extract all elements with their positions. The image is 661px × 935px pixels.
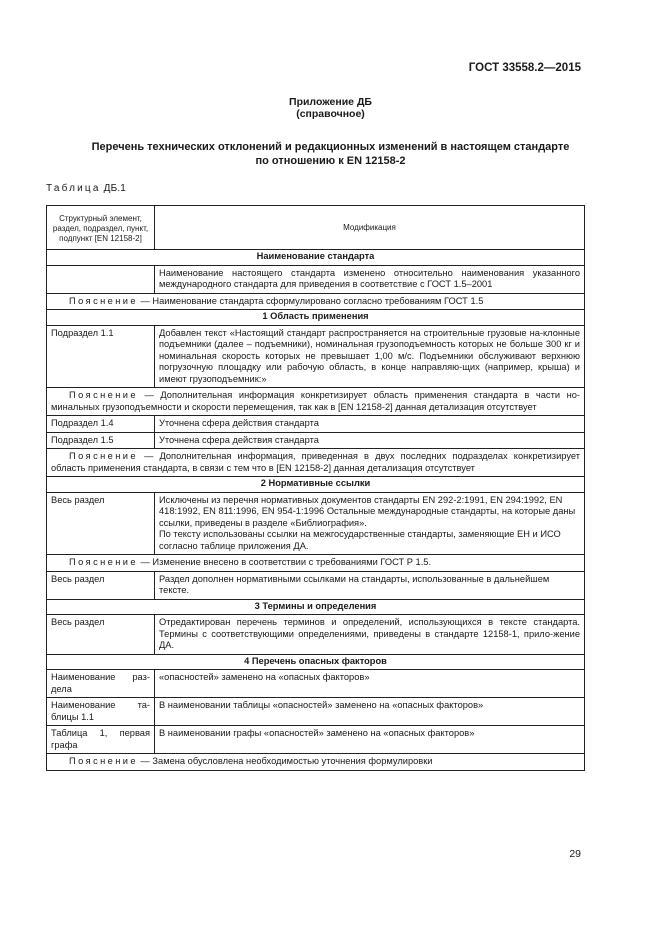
table-caption-word: Таблица — [46, 183, 101, 194]
header-modification: Модификация — [155, 206, 585, 250]
note-row — [47, 555, 585, 572]
note-row — [47, 293, 585, 310]
modification-cell: В наименовании графы «опасностей» заменено на «опасных факторов» — [155, 726, 585, 754]
page-number: 29 — [569, 848, 581, 860]
note-text: — Дополнительная информация конкретизирует область применения стандарта в части но-минальных грузоподъемности и скорости перемещения, так как в [EN 12158-2] данная детализация отсутствует — [51, 390, 580, 412]
element-cell: Подраздел 1.4 — [47, 416, 155, 433]
table-caption — [46, 183, 126, 194]
document-title — [0, 140, 661, 168]
note-cell — [47, 754, 585, 771]
section-row — [47, 654, 585, 670]
note-label: Пояснение — [69, 451, 138, 461]
appendix-heading — [0, 96, 661, 120]
element-cell: Наименование раз-дела — [47, 670, 155, 698]
element-cell: Подраздел 1.1 — [47, 325, 155, 388]
element-cell: Таблица 1, первая графа — [47, 726, 155, 754]
deviations-table — [46, 205, 585, 771]
section-row — [47, 477, 585, 493]
note-label: Пояснение — [69, 756, 138, 766]
modification-cell: «опасностей» заменено на «опасных факторов» — [155, 670, 585, 698]
modification-cell: Уточнена сфера действия стандарта — [155, 432, 585, 449]
note-row — [47, 754, 585, 771]
modification-text: По тексту использованы ссылки на межгосударственные стандарты, заменяющие ЕН и ИСО согласно таблице приложения ДА. — [159, 529, 561, 551]
modification-cell: Добавлен текст «Настоящий стандарт распространяется на строительные грузовые на-клонные подъемники (далее – подъемники), номинальная грузоподъемность которых не больше 300 кг и номинальная скорость которых не превышает 1,00 м/с. Подъемники обслуживают верхнюю погрузочную площадку или рабочую область, в конце направляю-щих (например, крыша) и имеют грузоподъемник:» — [155, 325, 585, 388]
section-row — [47, 250, 585, 266]
table-header-row — [47, 206, 585, 250]
section-heading: Наименование стандарта — [47, 250, 585, 266]
modification-cell — [155, 492, 585, 555]
element-cell: Весь раздел — [47, 492, 155, 555]
table-row — [47, 670, 585, 698]
section-heading: 1 Область применения — [47, 310, 585, 326]
note-label: Пояснение — [69, 390, 138, 400]
document-title-line1: Перечень технических отклонений и редакционных изменений в настоящем стандарте — [91, 141, 570, 153]
modification-cell: Уточнена сфера действия стандарта — [155, 416, 585, 433]
section-heading: 4 Перечень опасных факторов — [47, 654, 585, 670]
note-text: — Наименование стандарта сформулировано согласно требованиям ГОСТ 1.5 — [140, 295, 484, 306]
document-title-line2: по отношению к EN 12158-2 — [255, 155, 406, 167]
modification-cell: Раздел дополнен нормативными ссылками на стандарты, использованные в дальнейшем тексте. — [155, 571, 585, 599]
appendix-subtitle: (справочное) — [296, 108, 365, 120]
note-text: — Изменение внесено в соответствии с требованиями ГОСТ Р 1.5. — [140, 557, 432, 567]
section-row — [47, 599, 585, 615]
element-cell: Наименование та-блицы 1.1 — [47, 698, 155, 726]
note-label: Пояснение — [69, 295, 138, 306]
modification-cell: Отредактирован перечень терминов и определений, использующихся в тексте стандарта. Термины с соответствующими определениями, приведены в стандарте 12158-1, прило-жение ДА. — [155, 615, 585, 655]
table-row — [47, 265, 585, 293]
table-row — [47, 492, 585, 555]
note-row — [47, 449, 585, 477]
appendix-title: Приложение ДБ — [289, 96, 372, 108]
table-row — [47, 615, 585, 655]
note-text: — Замена обусловлена необходимостью уточнения формулировки — [140, 756, 433, 766]
element-cell: Весь раздел — [47, 571, 155, 599]
section-row — [47, 310, 585, 326]
table-row — [47, 432, 585, 449]
table-row — [47, 571, 585, 599]
table-row — [47, 698, 585, 726]
modification-text: Исключены из перечня нормативных документов стандарты EN 292-2:1991, EN 294:1992, EN 418:1992, EN 811:1996, EN 954-1:1996 Остальные международные стандарты, на которые даны ссылки, приведены в разделе «Библиография». — [159, 494, 576, 528]
modification-cell: В наименовании таблицы «опасностей» заменено на «опасных факторов» — [155, 698, 585, 726]
table-row — [47, 416, 585, 433]
note-cell — [47, 293, 585, 310]
note-cell — [47, 449, 585, 477]
table-caption-number: ДБ.1 — [103, 183, 127, 194]
table-row — [47, 325, 585, 388]
table-row — [47, 726, 585, 754]
note-label: Пояснение — [69, 557, 138, 567]
element-cell: Подраздел 1.5 — [47, 432, 155, 449]
header-element: Структурный элемент, раздел, подраздел, пункт, подпункт [EN 12158-2] — [47, 206, 155, 250]
standard-code: ГОСТ 33558.2—2015 — [468, 62, 581, 74]
note-cell — [47, 555, 585, 572]
section-heading: 2 Нормативные ссылки — [47, 477, 585, 493]
note-row — [47, 388, 585, 416]
note-text: — Дополнительная информация, приведенная в двух последних подразделах конкретизирует область применения стандарта, в связи с тем что в [EN 12158-2] данная детализация отсутствует — [51, 451, 580, 473]
element-cell: Весь раздел — [47, 615, 155, 655]
section-heading: 3 Термины и определения — [47, 599, 585, 615]
element-cell — [47, 265, 155, 293]
note-cell — [47, 388, 585, 416]
modification-cell: Наименование настоящего стандарта изменено относительно наименования указанного международного стандарта для приведения в соответствие с ГОСТ 1.5–2001 — [155, 265, 585, 293]
